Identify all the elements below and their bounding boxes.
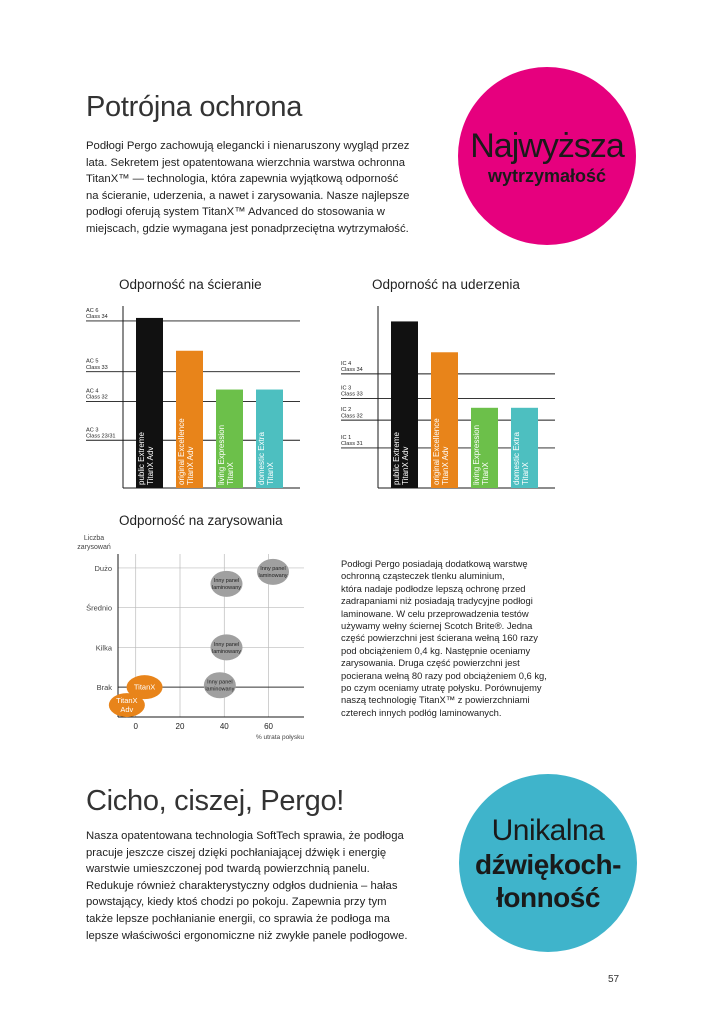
bar-label-line: TitanX Adv bbox=[186, 446, 195, 485]
bar-label-line: TitanX bbox=[521, 462, 530, 485]
level-label-line: Class 33 bbox=[86, 364, 108, 371]
bar-label-line: TitanX Adv bbox=[401, 446, 410, 485]
point-label-line: TitanX bbox=[133, 682, 156, 692]
level-label-line: Class 34 bbox=[86, 314, 108, 321]
section-title-quiet: Cicho, ciszej, Pergo! bbox=[86, 785, 345, 817]
point-label bbox=[258, 566, 287, 579]
level-label bbox=[341, 435, 363, 447]
badge-line-2: dźwiękoch- bbox=[475, 849, 621, 880]
bar-label-line: living Expression bbox=[217, 424, 226, 485]
level-label bbox=[86, 308, 108, 320]
quiet-paragraph bbox=[86, 828, 446, 944]
level-label bbox=[86, 359, 108, 371]
point-label bbox=[212, 578, 241, 591]
paragraph-line: TitanX™ — technologia, która zapewnia wyjątkową odporność bbox=[86, 173, 399, 186]
level-label-line: Class 32 bbox=[86, 394, 108, 401]
paragraph-line: lata. Sekretem jest opatentowana wierzchnia warstwa ochronna bbox=[86, 156, 405, 169]
scratch-chart bbox=[60, 532, 320, 747]
point-label-line: laminowany bbox=[211, 648, 242, 655]
level-label-line: AC 3 bbox=[86, 427, 99, 434]
paragraph-line: miejscach, gdzie wymagana jest ponadprzeciętna wytrzymałość. bbox=[86, 222, 409, 235]
abrasion-chart-title: Odporność na ścieranie bbox=[119, 277, 262, 292]
paragraph-line: Podłogi Pergo posiadają dodatkową warstwę bbox=[341, 558, 528, 569]
y-category-label: Średnio bbox=[86, 603, 112, 613]
page-number: 57 bbox=[608, 974, 620, 985]
point-label bbox=[205, 680, 234, 693]
level-label-line: Class 31 bbox=[341, 441, 363, 448]
y-category-label: Dużo bbox=[94, 563, 112, 573]
level-label-line: AC 4 bbox=[86, 388, 99, 395]
level-label-line: IC 2 bbox=[341, 407, 352, 414]
paragraph-line: podłogi oferują system TitanX™ Advanced do stosowania w bbox=[86, 206, 385, 219]
paragraph-line: po czym oceniamy utratę połysku. Porównujemy bbox=[341, 682, 542, 694]
y-category-label: Kilka bbox=[95, 643, 112, 653]
paragraph-line: Redukuje również charakterystyczny odgłos dudnienia – hałas bbox=[86, 879, 398, 892]
durability-badge bbox=[458, 67, 636, 245]
point-label-line: Inny panel bbox=[213, 641, 240, 648]
badge-line-2: wytrzymałość bbox=[487, 166, 607, 186]
paragraph-line: naszą technologię TitanX™ z powierzchniami bbox=[341, 694, 530, 706]
acoustic-badge bbox=[459, 774, 637, 952]
bar-label-line: domestic Extra bbox=[512, 432, 521, 485]
level-label-line: Class 34 bbox=[341, 367, 363, 374]
bar-label-line: living Expression bbox=[472, 424, 481, 485]
paragraph-line: która nadaje podłodze lepszą ochronę przed bbox=[341, 582, 526, 594]
level-label-line: IC 1 bbox=[341, 434, 352, 441]
level-label-line: IC 4 bbox=[341, 360, 352, 367]
bar-label-line: original Excellence bbox=[177, 418, 186, 485]
level-label bbox=[341, 386, 363, 398]
point-label-line: laminowany bbox=[258, 573, 288, 580]
point-label bbox=[212, 642, 241, 655]
y-axis-title-line: Liczba bbox=[83, 535, 105, 542]
y-axis-title-line: zarysowań bbox=[77, 544, 111, 551]
level-label-line: AC 5 bbox=[86, 358, 99, 365]
point-label-line: Adv bbox=[120, 705, 134, 715]
level-label-line: IC 3 bbox=[341, 385, 352, 392]
paragraph-line: pod obciążeniem 0,4 kg. Następnie oceniamy bbox=[341, 644, 531, 656]
bar-label-line: domestic Extra bbox=[257, 432, 266, 485]
bar-label-line: TitanX Adv bbox=[146, 446, 155, 485]
paragraph-line: pracuje jeszcze ciszej dzięki pochłaniającej dźwięk i energię bbox=[86, 846, 387, 859]
level-label-line: Class 23/31 bbox=[86, 433, 116, 440]
bar-label-line: public Extreme bbox=[137, 432, 146, 485]
scratch-paragraph bbox=[341, 558, 571, 719]
scratch-chart-title: Odporność na zarysowania bbox=[119, 513, 283, 528]
bar-label-line: TitanX bbox=[266, 462, 275, 485]
paragraph-line: pocierana wełną 80 razy pod obciążeniem 0,6 kg, bbox=[341, 669, 547, 681]
badge-line-1: Najwyższa bbox=[470, 127, 624, 165]
x-tick-label: 0 bbox=[133, 722, 138, 731]
impact-chart-title: Odporność na uderzenia bbox=[372, 277, 520, 292]
bar-label-line: public Extreme bbox=[392, 432, 401, 485]
badge-line-1: Unikalna bbox=[491, 814, 605, 847]
x-axis-title: % utrata połysku bbox=[255, 734, 305, 741]
level-label-line: Class 33 bbox=[341, 391, 363, 398]
paragraph-line: lepsze właściwości ergonomiczne niż zwykłe panele podłogowe. bbox=[86, 929, 408, 942]
impact-chart bbox=[335, 298, 560, 500]
point-label-line: Inny panel bbox=[260, 566, 286, 573]
paragraph-line: na ścieranie, uderzenia, a nawet i zarysowania. Nasze najlepsze bbox=[86, 189, 410, 202]
level-label-line: Class 32 bbox=[341, 413, 363, 420]
y-axis-title bbox=[77, 535, 111, 551]
point-label-line: laminowany bbox=[205, 686, 235, 693]
point-label-line: TitanX bbox=[116, 696, 138, 706]
paragraph-line: także lepsze pochłanianie energii, co sprawia że podłoga ma bbox=[86, 912, 390, 925]
level-label bbox=[341, 407, 363, 419]
point-label-line: Inny panel bbox=[207, 679, 233, 686]
abrasion-chart bbox=[80, 298, 305, 500]
bar-label-line: TitanX bbox=[226, 462, 235, 485]
level-label bbox=[341, 361, 363, 373]
level-label bbox=[86, 427, 116, 439]
paragraph-line: Podłogi Pergo zachowują elegancki i nienaruszony wygląd przez bbox=[86, 140, 410, 152]
protection-paragraph bbox=[86, 138, 446, 238]
badge-line-3: łonność bbox=[496, 882, 600, 913]
paragraph-line: warstwie umieszczonej pod twardą powierzchnią panelu. bbox=[86, 863, 370, 876]
paragraph-line: zadrapaniami niż posiadają tradycyjne podłogi bbox=[341, 595, 533, 607]
point-label-line: laminowany bbox=[211, 585, 242, 592]
y-category-label: Brak bbox=[96, 683, 112, 693]
point-label-line: Inny panel bbox=[213, 578, 240, 585]
section-title-protection: Potrójna ochrona bbox=[86, 91, 303, 123]
paragraph-line: ochronną cząsteczek tlenku aluminium, bbox=[341, 570, 505, 582]
paragraph-line: laminowane. W celu przeprowadzenia testów bbox=[341, 607, 529, 619]
bar-label-line: TitanX Adv bbox=[441, 446, 450, 485]
bar-label-line: original Excellence bbox=[432, 418, 441, 485]
paragraph-line: powstający, kiedy ktoś chodzi po pokoju. Zapewnia przy tym bbox=[86, 896, 387, 909]
paragraph-line: czterech innych podłóg laminowanych. bbox=[341, 706, 502, 718]
x-tick-label: 60 bbox=[264, 722, 274, 731]
bar-label-line: TitanX bbox=[481, 462, 490, 485]
paragraph-line: Nasza opatentowana technologia SoftTech sprawia, że podłoga bbox=[86, 830, 404, 842]
x-tick-label: 40 bbox=[219, 722, 229, 731]
x-tick-label: 20 bbox=[175, 722, 185, 731]
point-label bbox=[134, 683, 155, 692]
level-label bbox=[86, 388, 108, 400]
level-label-line: AC 6 bbox=[86, 307, 99, 314]
paragraph-line: część powierzchni jest ścierana wełną 160 razy bbox=[341, 632, 538, 644]
paragraph-line: używamy wełny ściernej Scotch Brite®. Jedna bbox=[341, 620, 533, 632]
paragraph-line: zarysowania. Druga część powierzchni jest bbox=[341, 657, 520, 669]
